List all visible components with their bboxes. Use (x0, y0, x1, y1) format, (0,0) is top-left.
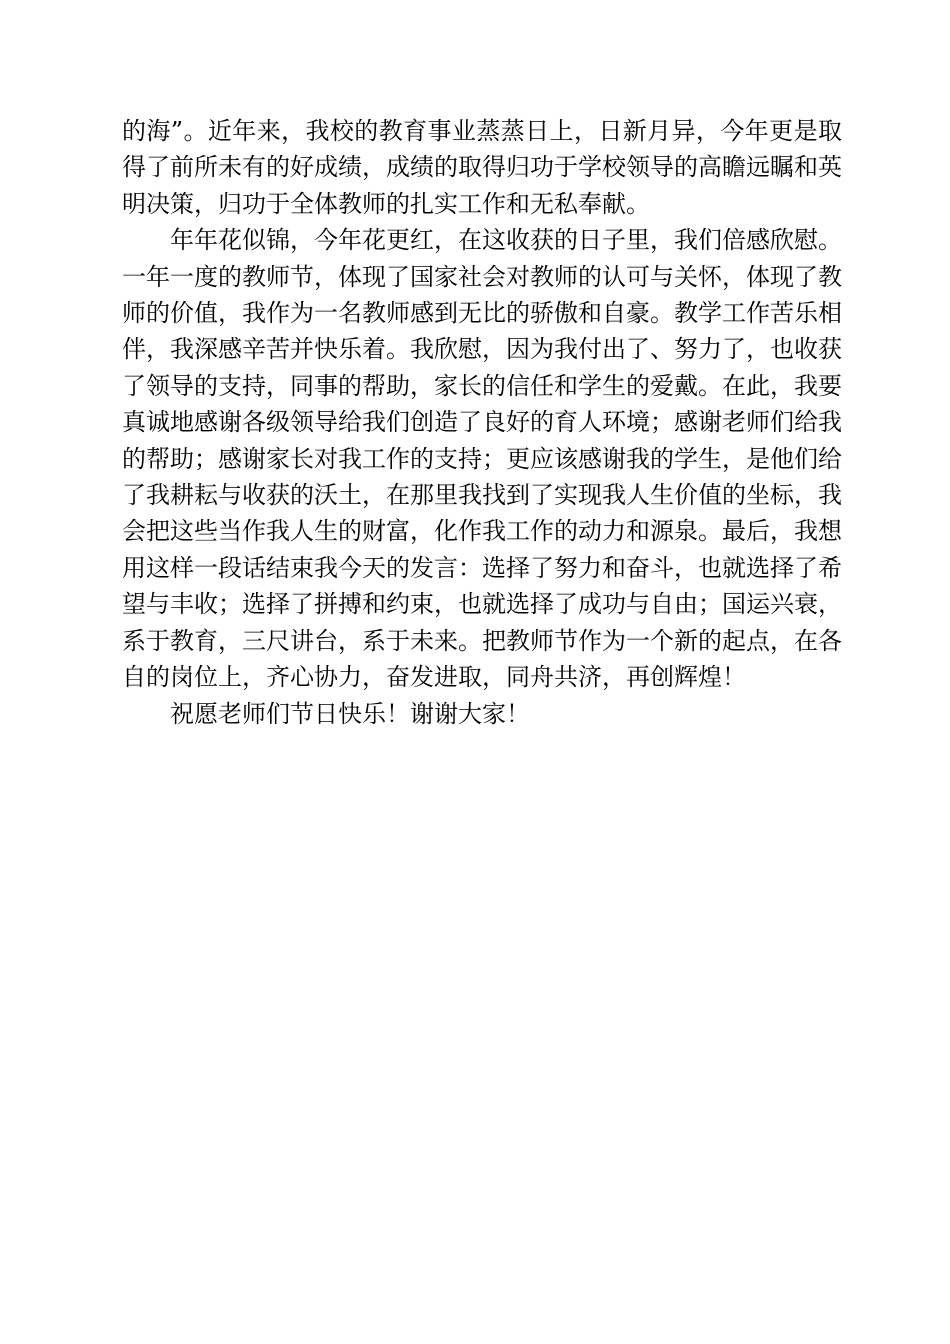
paragraph-continuation: 的海”。近年来，我校的教育事业蒸蒸日上，日新月异，今年更是取得了前所未有的好成绩，成绩的取得归功于学校领导的高瞻远瞩和英明决策，归功于全体教师的扎实工作和无私奉献。 (122, 117, 842, 218)
document-body (122, 113, 842, 732)
paragraph-closing: 祝愿老师们节日快乐！谢谢大家！ (170, 699, 530, 728)
paragraph-gratitude: 年年花似锦，今年花更红，在这收获的日子里，我们倍感欣慰。一年一度的教师节，体现了国家社会对教师的认可与关怀，体现了教师的价值，我作为一名教师感到无比的骄傲和自豪。教学工作苦乐相伴，我深感辛苦并快乐着。我欣慰，因为我付出了、努力了，也收获了领导的支持，同事的帮助，家长的信任和学生的爱戴。在此，我要真诚地感谢各级领导给我们创造了良好的育人环境；感谢老师们给我的帮助；感谢家长对我工作的支持；更应该感谢我的学生，是他们给了我耕耘与收获的沃土，在那里我找到了实现我人生价值的坐标，我会把这些当作我人生的财富，化作我工作的动力和源泉。最后，我想用这样一段话结束我今天的发言：选择了努力和奋斗，也就选择了希望与丰收；选择了拼搏和约束，也就选择了成功与自由；国运兴衰，系于教育，三尺讲台，系于未来。把教师节作为一个新的起点，在各自的岗位上，齐心协力，奋发进取，同舟共济，再创辉煌！ (122, 226, 842, 692)
